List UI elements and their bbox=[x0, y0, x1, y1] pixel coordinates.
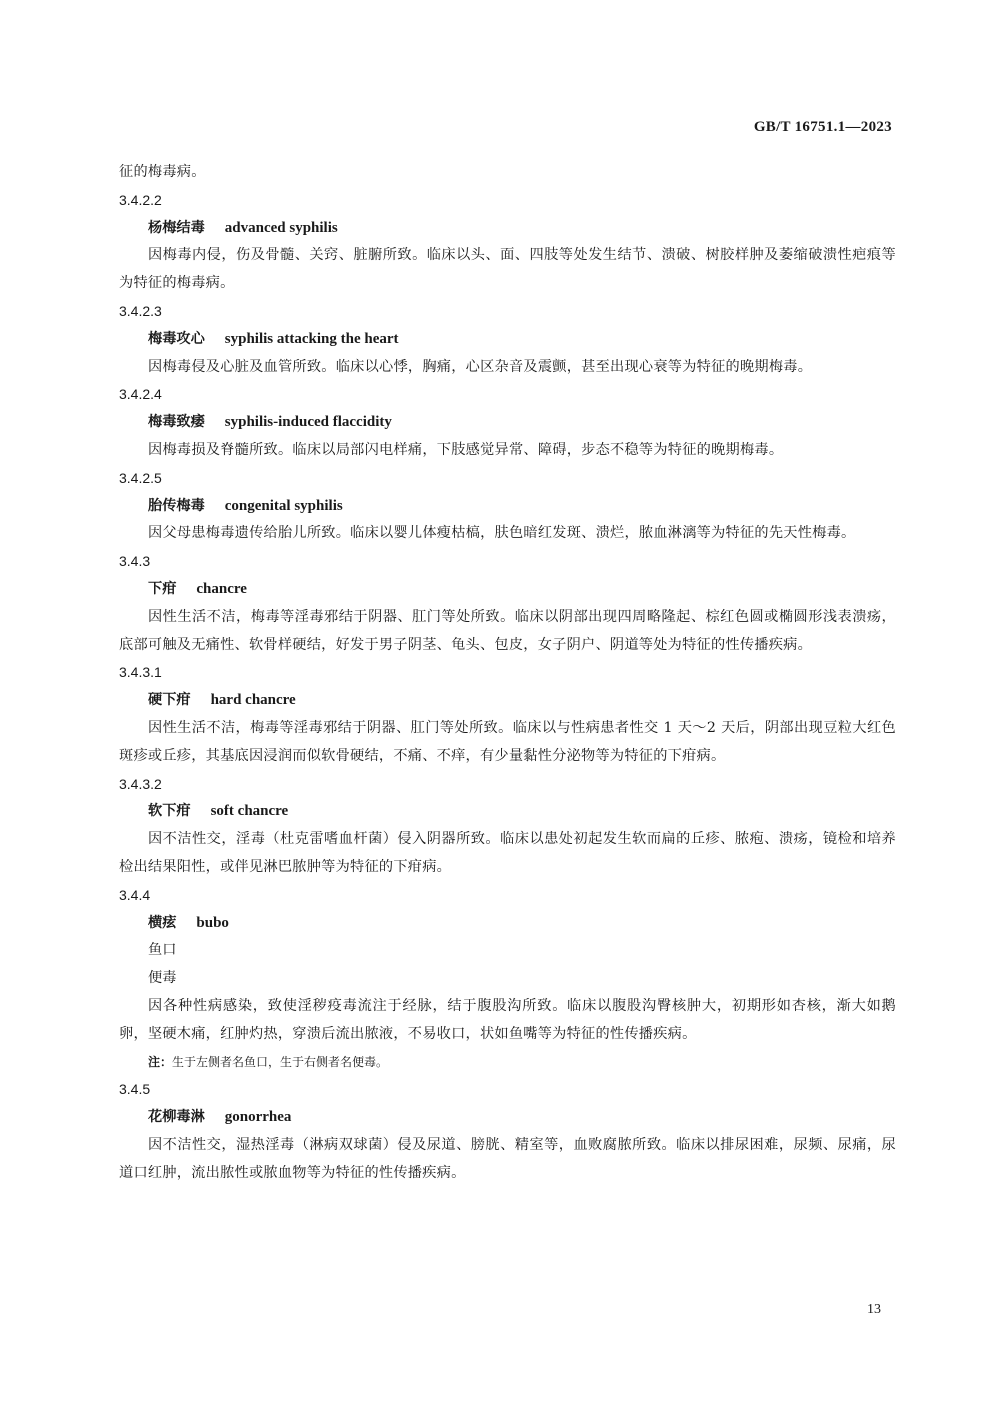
term-chinese: 花柳毒淋 bbox=[148, 1109, 205, 1126]
definition-paragraph: 因梅毒内侵，伤及骨髓、关窍、脏腑所致。临床以头、面、四肢等处发生结节、溃破、树胶样肿及萎缩破溃性疤痕等为特征的梅毒病。 bbox=[119, 247, 896, 292]
term-alias: 便毒 bbox=[148, 970, 177, 987]
term-entry bbox=[119, 215, 896, 243]
clause-number: 3.4.5 bbox=[119, 1081, 151, 1098]
term-english: advanced syphilis bbox=[224, 219, 338, 236]
term-entry bbox=[119, 798, 896, 826]
term-english: syphilis-induced flaccidity bbox=[224, 414, 392, 431]
definition-paragraph: 因梅毒损及脊髓所致。临床以局部闪电样痛，下肢感觉异常、障碍，步态不稳等为特征的晚期梅毒。 bbox=[148, 441, 784, 458]
term-chinese: 横痃 bbox=[148, 914, 177, 931]
term-entry bbox=[119, 409, 896, 437]
note-text: 生于左侧者名鱼口，生于右侧者名便毒。 bbox=[172, 1054, 389, 1069]
term-english: gonorrhea bbox=[224, 1109, 292, 1126]
clause-number: 3.4.4 bbox=[119, 886, 151, 903]
term-chinese: 杨梅结毒 bbox=[148, 219, 205, 236]
term-chinese: 梅毒攻心 bbox=[148, 330, 205, 347]
term-entry bbox=[119, 910, 896, 938]
standard-code-header: GB/T 16751.1—2023 bbox=[753, 119, 892, 135]
term-chinese: 下疳 bbox=[148, 580, 177, 597]
clause-number: 3.4.3 bbox=[119, 553, 151, 570]
clause-number: 3.4.2.4 bbox=[119, 386, 162, 403]
term-chinese: 硬下疳 bbox=[148, 692, 191, 709]
term-english: hard chancre bbox=[210, 692, 296, 709]
note-label: 注： bbox=[148, 1054, 173, 1069]
term-entry bbox=[119, 493, 896, 521]
definition-paragraph: 因各种性病感染，致使淫秽疫毒流注于经脉，结于腹股沟所致。临床以腹股沟臀核肿大，初期形如杏核，渐大如鹅卵，坚硬木痛，红肿灼热，穿溃后流出脓液，不易收口，状如鱼嘴等为特征的性传播疾病。 bbox=[119, 997, 896, 1042]
page-number: 13 bbox=[867, 1302, 881, 1317]
term-chinese: 软下疳 bbox=[148, 803, 191, 820]
term-chinese: 梅毒致痿 bbox=[148, 414, 205, 431]
term-english: chancre bbox=[196, 580, 247, 597]
clause-number: 3.4.2.5 bbox=[119, 469, 162, 486]
term-alias: 鱼口 bbox=[148, 942, 177, 959]
term-entry bbox=[119, 576, 896, 604]
definition-paragraph: 因父母患梅毒遗传给胎儿所致。临床以婴儿体瘦枯槁，肤色暗红发斑、溃烂，脓血淋漓等为特征的先天性梅毒。 bbox=[148, 525, 856, 542]
term-entry bbox=[119, 687, 896, 715]
definition-paragraph: 征的梅毒病。 bbox=[119, 164, 206, 180]
document-body bbox=[119, 159, 896, 1187]
term-entry bbox=[119, 326, 896, 354]
term-english: bubo bbox=[196, 914, 229, 931]
term-chinese: 胎传梅毒 bbox=[148, 497, 205, 514]
clause-number: 3.4.2.3 bbox=[119, 302, 162, 319]
definition-paragraph: 因性生活不洁，梅毒等淫毒邪结于阴器、肛门等处所致。临床以与性病患者性交 1 天～2 天后，阴部出现豆粒大红色斑疹或丘疹，其基底因浸润而似软骨硬结，不痛、不痒，有少量黏性分泌物等为特征的下疳病。 bbox=[119, 719, 896, 764]
clause-number: 3.4.2.2 bbox=[119, 191, 162, 208]
term-english: soft chancre bbox=[210, 803, 289, 820]
definition-paragraph: 因性生活不洁，梅毒等淫毒邪结于阴器、肛门等处所致。临床以阴部出现四周略隆起、棕红色圆或椭圆形浅表溃疡，底部可触及无痛性、软骨样硬结，好发于男子阴茎、龟头、包皮，女子阴户、阴道等处为特征的性传播疾病。 bbox=[119, 608, 896, 653]
definition-paragraph: 因不洁性交，淫毒（杜克雷嗜血杆菌）侵入阴器所致。临床以患处初起发生软而扁的丘疹、脓疱、溃疡，镜检和培养检出结果阳性，或伴见淋巴脓肿等为特征的下疳病。 bbox=[119, 831, 896, 875]
term-english: syphilis attacking the heart bbox=[224, 330, 399, 347]
definition-paragraph: 因梅毒侵及心脏及血管所致。临床以心悸，胸痛，心区杂音及震颤，甚至出现心衰等为特征的晚期梅毒。 bbox=[148, 358, 813, 375]
term-entry bbox=[119, 1104, 896, 1132]
clause-number: 3.4.3.2 bbox=[119, 775, 162, 792]
term-english: congenital syphilis bbox=[224, 497, 343, 514]
definition-paragraph: 因不洁性交，湿热淫毒（淋病双球菌）侵及尿道、膀胱、精室等，血败腐脓所致。临床以排尿困难，尿频、尿痛，尿道口红肿，流出脓性或脓血物等为特征的性传播疾病。 bbox=[119, 1136, 896, 1181]
note bbox=[119, 1049, 896, 1077]
clause-number: 3.4.3.1 bbox=[119, 664, 162, 681]
